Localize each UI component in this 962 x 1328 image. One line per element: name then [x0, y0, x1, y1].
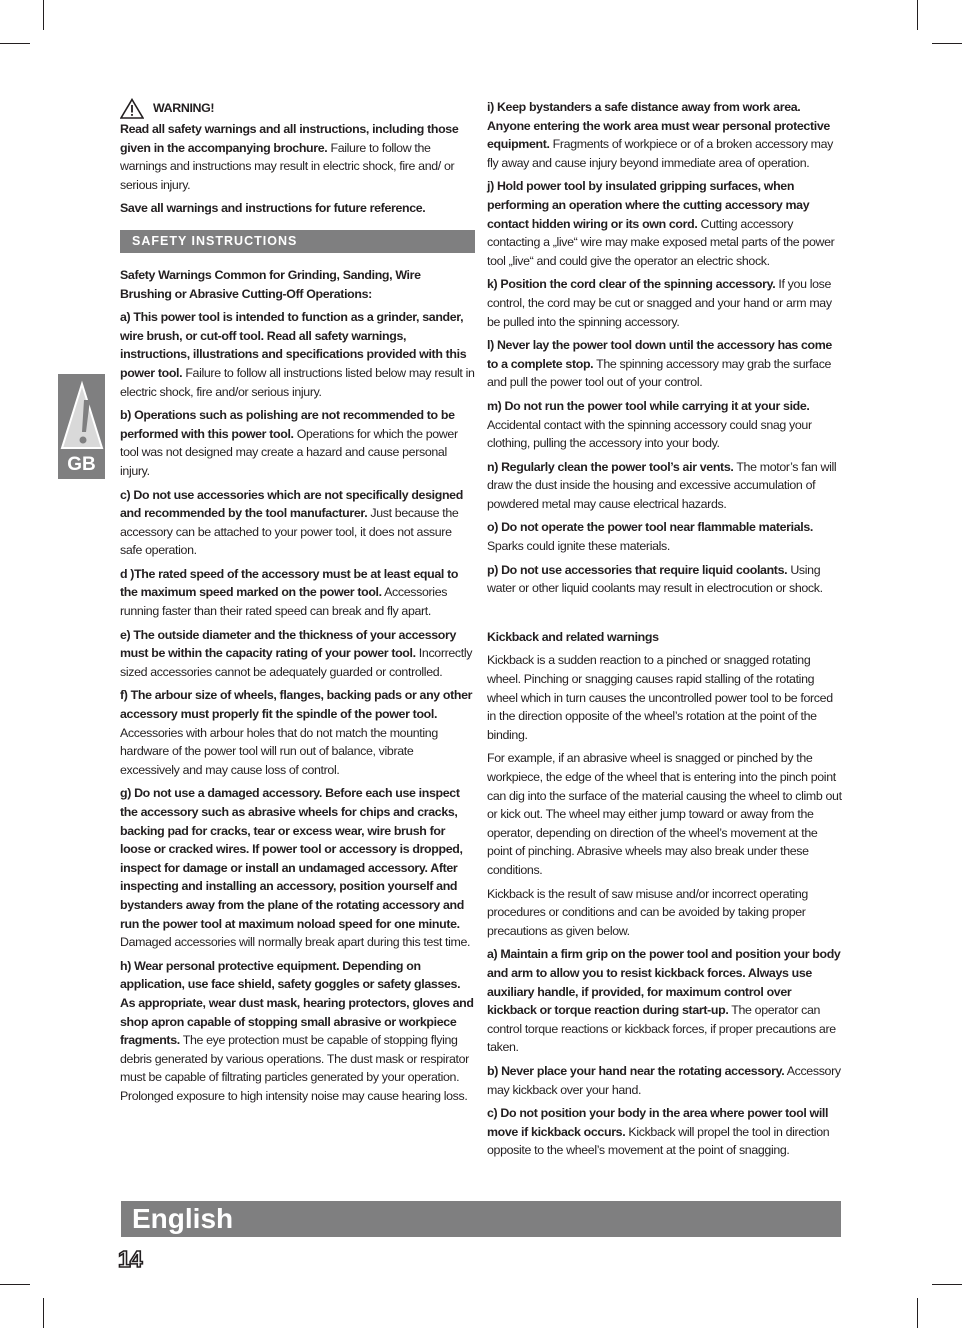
safety-item: d )The rated speed of the accessory must be at least equal to the maximum speed marked on the power tool. Accessories running faster than their rated speed can break and fly apart. — [120, 566, 459, 619]
safety-item: h) Wear personal protective equipment. Depending on application, use face shield, safety goggles or safety glasses. As appropriate, wear dust mask, hearing protectors, gloves and shop apron capable of stopping small abrasive or workpiece fragments. The eye protection must be capable of stopping flying debris generated by various operations. The dust mask or respirator must be capable of filtrating particles generated by your operation. Prolonged exposure to high intensity noise may cause hearing loss. — [120, 958, 474, 1103]
save-instructions: Save all warnings and instructions for future reference. — [120, 201, 426, 216]
kickback-heading: Kickback and related warnings — [487, 629, 659, 644]
kickback-item: b) Never place your hand near the rotating accessory. Accessory may kickback over your hand. — [487, 1063, 841, 1097]
kickback-paragraph: For example, if an abrasive wheel is snagged or pinched by the workpiece, the edge of the wheel that is entering into the pinch point can dig into the surface of the material causing the wheel to climb out or kick out. The wheel may either jump toward or away from the operator, depending on direction of the wheel’s movement at the point of pinching. Abrasive wheels may also break under these conditions. — [487, 751, 842, 877]
language-side-tab — [58, 374, 105, 479]
safety-item: e) The outside diameter and the thickness of your accessory must be within the capacity rating of your power tool. Incorrectly sized accessories cannot be adequately guarded or controlled. — [120, 627, 473, 679]
warning-heading — [120, 98, 475, 119]
safety-item: m) Do not run the power tool while carrying it at your side. Accidental contact with the spinning accessory could snag your clothing, pulling the accessory into your body. — [487, 398, 812, 451]
kickback-item: a) Maintain a firm grip on the power tool and position your body and arm to allow you to resist kickback forces. Always use auxiliary handle, if provided, for maximum control over kickback or torque reaction during start-up. The operator can control torque reactions or kickback forces, if proper precautions are taken. — [487, 947, 841, 1055]
right-column — [487, 98, 842, 1165]
spacer — [487, 603, 842, 628]
crop-mark — [932, 1284, 962, 1285]
kickback-paragraph: Kickback is a sudden reaction to a pinched or snagged rotating wheel. Pinching or snagging causes rapid stalling of the rotating wheel which in turn causes the uncontrolled power tool to be forced in the direction opposite of the wheel’s rotation at the point of the binding. — [487, 653, 833, 742]
section-title-bar: SAFETY INSTRUCTIONS — [120, 230, 475, 253]
warning-paragraph — [120, 120, 475, 194]
safety-item: c) Do not use accessories which are not specifically designed and recommended by the tool manufacturer. Just because the accessory can be attached to your power tool, it does not assure safe operation. — [120, 487, 463, 558]
safety-item: p) Do not use accessories that require liquid coolants. Using water or other liquid coolants may result in electrocution or shock. — [487, 562, 823, 596]
warning-title: WARNING! — [153, 101, 215, 116]
crop-mark — [0, 43, 30, 44]
safety-item: j) Hold power tool by insulated gripping surfaces, when performing an operation where the cutting accessory may contact hidden wiring or its own cord. Cutting accessory contacting a „live“ wire may make exposed metal parts of the power tool „live“ and could give the operator an electric shock. — [487, 179, 835, 268]
page-number: 14 — [118, 1246, 142, 1272]
safety-item: k) Position the cord clear of the spinning accessory. If you lose control, the cord may be cut or snagged and your hand or arm may be pulled into the spinning accessory. — [487, 277, 832, 329]
crop-mark — [43, 0, 44, 30]
crop-mark — [43, 1298, 44, 1328]
safety-item: a) This power tool is intended to function as a grinder, sander, wire brush, or cut-off tool. Read all safety warnings, instructions, illustrations and specifications provided with this power tool. Failure to follow all instructions listed below may result in electric shock, fire and/or serious injury. — [120, 310, 475, 399]
kickback-item: c) Do not position your body in the area where power tool will move if kickback occurs. Kickback will propel the tool in direction opposite to the wheel’s movement at the point of snagging. — [487, 1106, 830, 1158]
safety-item: l) Never lay the power tool down until the accessory has come to a complete stop. The spinning accessory may grab the surface and pull the power tool out of your control. — [487, 338, 832, 390]
warning-triangle-icon — [60, 378, 104, 454]
crop-mark — [917, 0, 918, 30]
crop-mark — [917, 1298, 918, 1328]
safety-item: b) Operations such as polishing are not recommended to be performed with this power tool. Operations for which the power tool was not designed may create a hazard and cause personal injury. — [120, 408, 458, 478]
safety-subheading: Safety Warnings Common for Grinding, Sanding, Wire Brushing or Abrasive Cutting-Off Operations: — [120, 267, 421, 301]
warning-text: Failure to follow the warnings and instructions may result in electric shock, fire and/ or serious injury. — [120, 140, 455, 192]
crop-mark — [932, 43, 962, 44]
safety-item: i) Keep bystanders a safe distance away from work area. Anyone entering the work area must wear personal protective equipment. Fragments of workpiece or of a broken accessory may fly away and cause injury beyond immediate area of operation. — [487, 100, 834, 170]
safety-item: g) Do not use a damaged accessory. Before each use inspect the accessory such as abrasive wheels for chips and cracks, backing pad for cracks, tear or excess wear, wire brush for loose or cracked wires. If power tool or accessory is dropped, inspect for damage or install an undamaged accessory. After inspecting and installing an accessory, position yourself and bystanders away from the plane of the rotating accessory and run the power tool at maximum noload speed for one minute. Damaged accessories will normally break apart during this test time. — [120, 786, 471, 950]
safety-item: n) Regularly clean the power tool’s air vents. The motor’s fan will draw the dust inside the housing and excessive accumulation of powdered metal may cause electrical hazards. — [487, 459, 837, 511]
crop-mark — [0, 1284, 30, 1285]
warning-icon — [120, 98, 144, 119]
safety-item: f) The arbour size of wheels, flanges, backing pads or any other accessory must properly fit the spindle of the power tool. Accessories with arbour holes that do not match the mounting hardware of the power tool will run out of balance, vibrate excessively and may cause loss of control. — [120, 688, 473, 777]
left-column — [120, 98, 475, 1111]
safety-item: o) Do not operate the power tool near flammable materials. Sparks could ignite these materials. — [487, 520, 814, 554]
side-tab-label: GB — [67, 454, 96, 475]
language-bar: English — [121, 1201, 841, 1237]
warning-lead: Read all safety warnings and all instructions, including those given in the accompanying brochure. — [120, 122, 459, 155]
kickback-paragraph: Kickback is the result of saw misuse and/or incorrect operating procedures or conditions and can be avoided by taking proper precautions as given below. — [487, 886, 808, 938]
